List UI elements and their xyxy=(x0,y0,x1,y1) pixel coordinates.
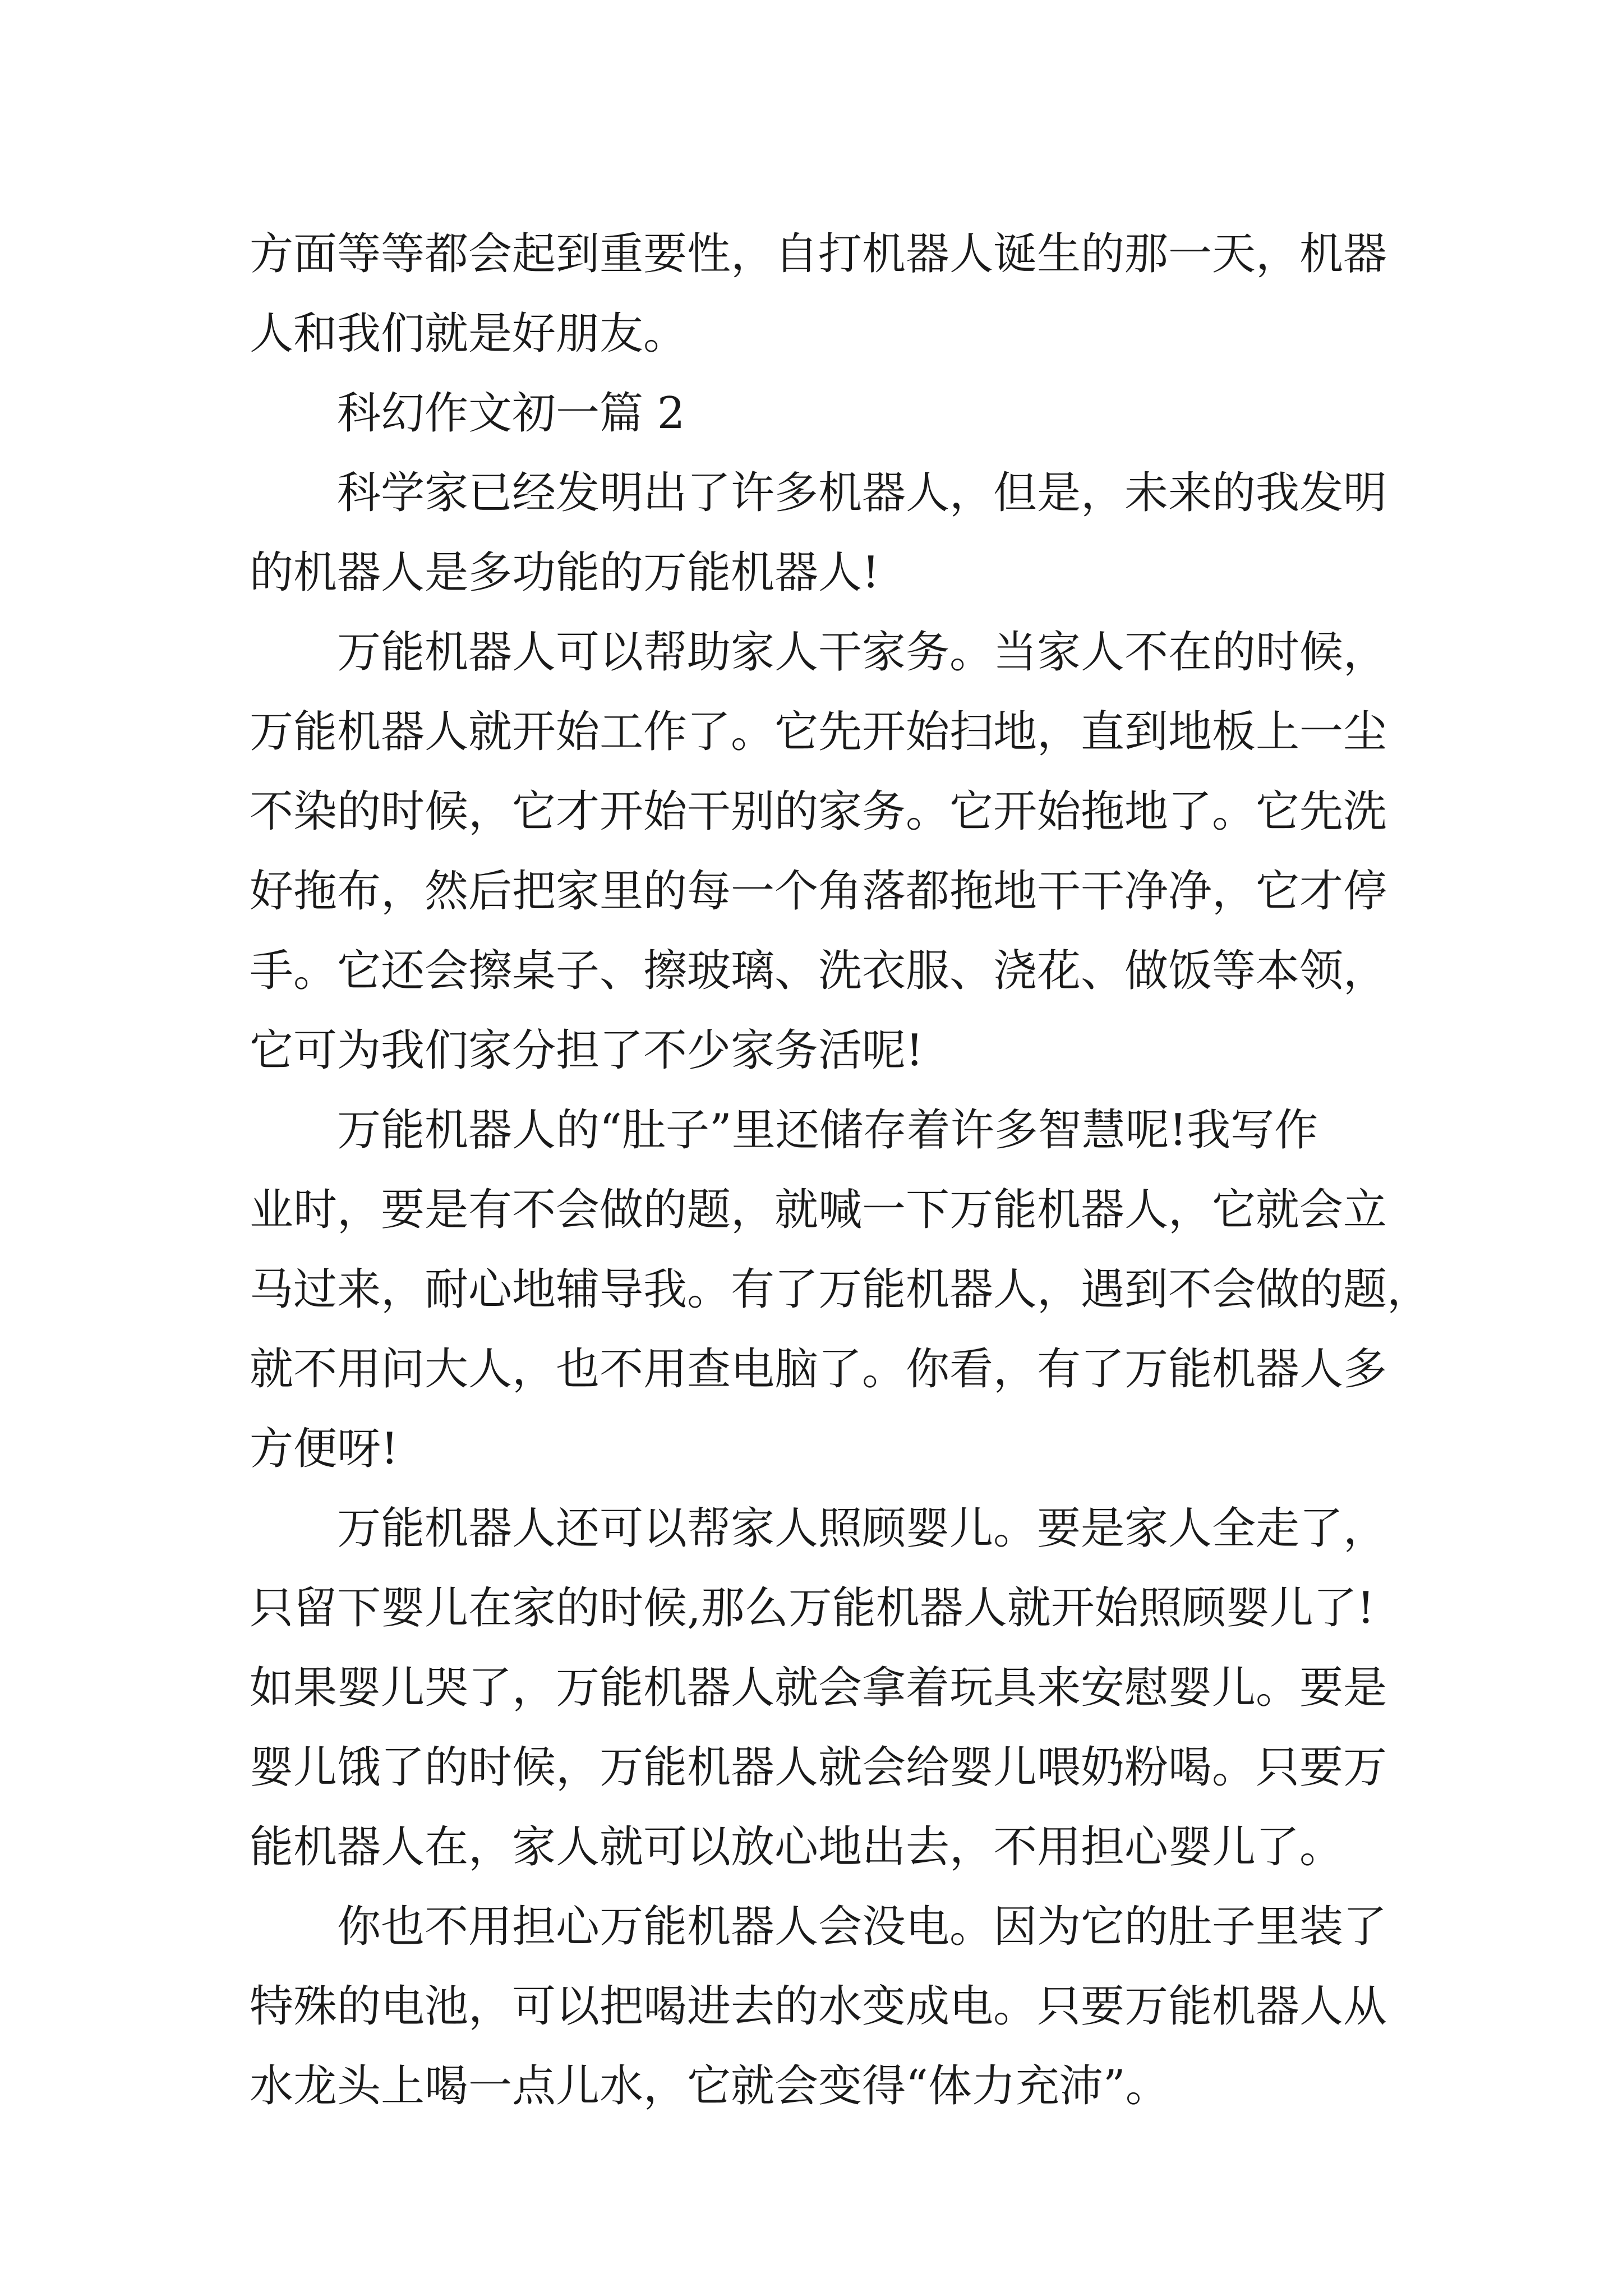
text-line: 特殊的电池，可以把喝进去的水变成电。只要万能机器人从 xyxy=(250,1981,1387,2032)
document-body xyxy=(250,214,1431,2126)
text-line: 水龙头上喝一点儿水，它就会变得“体力充沛”。 xyxy=(250,2061,1169,2111)
text-line: 业时，要是有不会做的题，就喊一下万能机器人，它就会立 xyxy=(250,1185,1387,1235)
text-line: 的机器人是多功能的万能机器人! xyxy=(250,547,880,598)
text-line: 婴儿饿了的时候，万能机器人就会给婴儿喂奶粉喝。只要万 xyxy=(250,1742,1387,1793)
text-line: 马过来，耐心地辅导我。有了万能机器人，遇到不会做的题， xyxy=(250,1264,1431,1315)
text-line: 如果婴儿哭了，万能机器人就会拿着玩具来安慰婴儿。要是 xyxy=(250,1663,1387,1713)
text-line: 万能机器人就开始工作了。它先开始扫地，直到地板上一尘 xyxy=(250,707,1387,757)
text-line: 人和我们就是好朋友。 xyxy=(250,309,688,359)
text-line: 万能机器人还可以帮家人照顾婴儿。要是家人全走了， xyxy=(337,1503,1387,1554)
text-line: 它可为我们家分担了不少家务活呢! xyxy=(250,1025,924,1076)
section-heading: 科幻作文初一篇 2 xyxy=(337,388,685,439)
text-line: 万能机器人的“肚子”里还储存着许多智慧呢!我写作 xyxy=(337,1105,1318,1156)
text-line: 科学家已经发明出了许多机器人，但是，未来的我发明 xyxy=(337,468,1387,518)
text-line: 能机器人在，家人就可以放心地出去，不用担心婴儿了。 xyxy=(250,1822,1344,1872)
text-line: 方面等等都会起到重要性，自打机器人诞生的那一天，机器 xyxy=(250,229,1387,279)
text-line: 只留下婴儿在家的时候,那么万能机器人就开始照顾婴儿了! xyxy=(250,1583,1375,1634)
text-line: 好拖布，然后把家里的每一个角落都拖地干干净净，它才停 xyxy=(250,866,1387,917)
text-line: 就不用问大人，也不用查电脑了。你看，有了万能机器人多 xyxy=(250,1344,1387,1395)
text-line: 你也不用担心万能机器人会没电。因为它的肚子里装了 xyxy=(337,1902,1387,1952)
text-line: 方便呀! xyxy=(250,1424,399,1474)
text-line: 手。它还会擦桌子、擦玻璃、洗衣服、浇花、做饭等本领， xyxy=(250,946,1387,996)
text-line: 万能机器人可以帮助家人干家务。当家人不在的时候， xyxy=(337,627,1387,678)
text-line: 不染的时候，它才开始干别的家务。它开始拖地了。它先洗 xyxy=(250,786,1387,837)
